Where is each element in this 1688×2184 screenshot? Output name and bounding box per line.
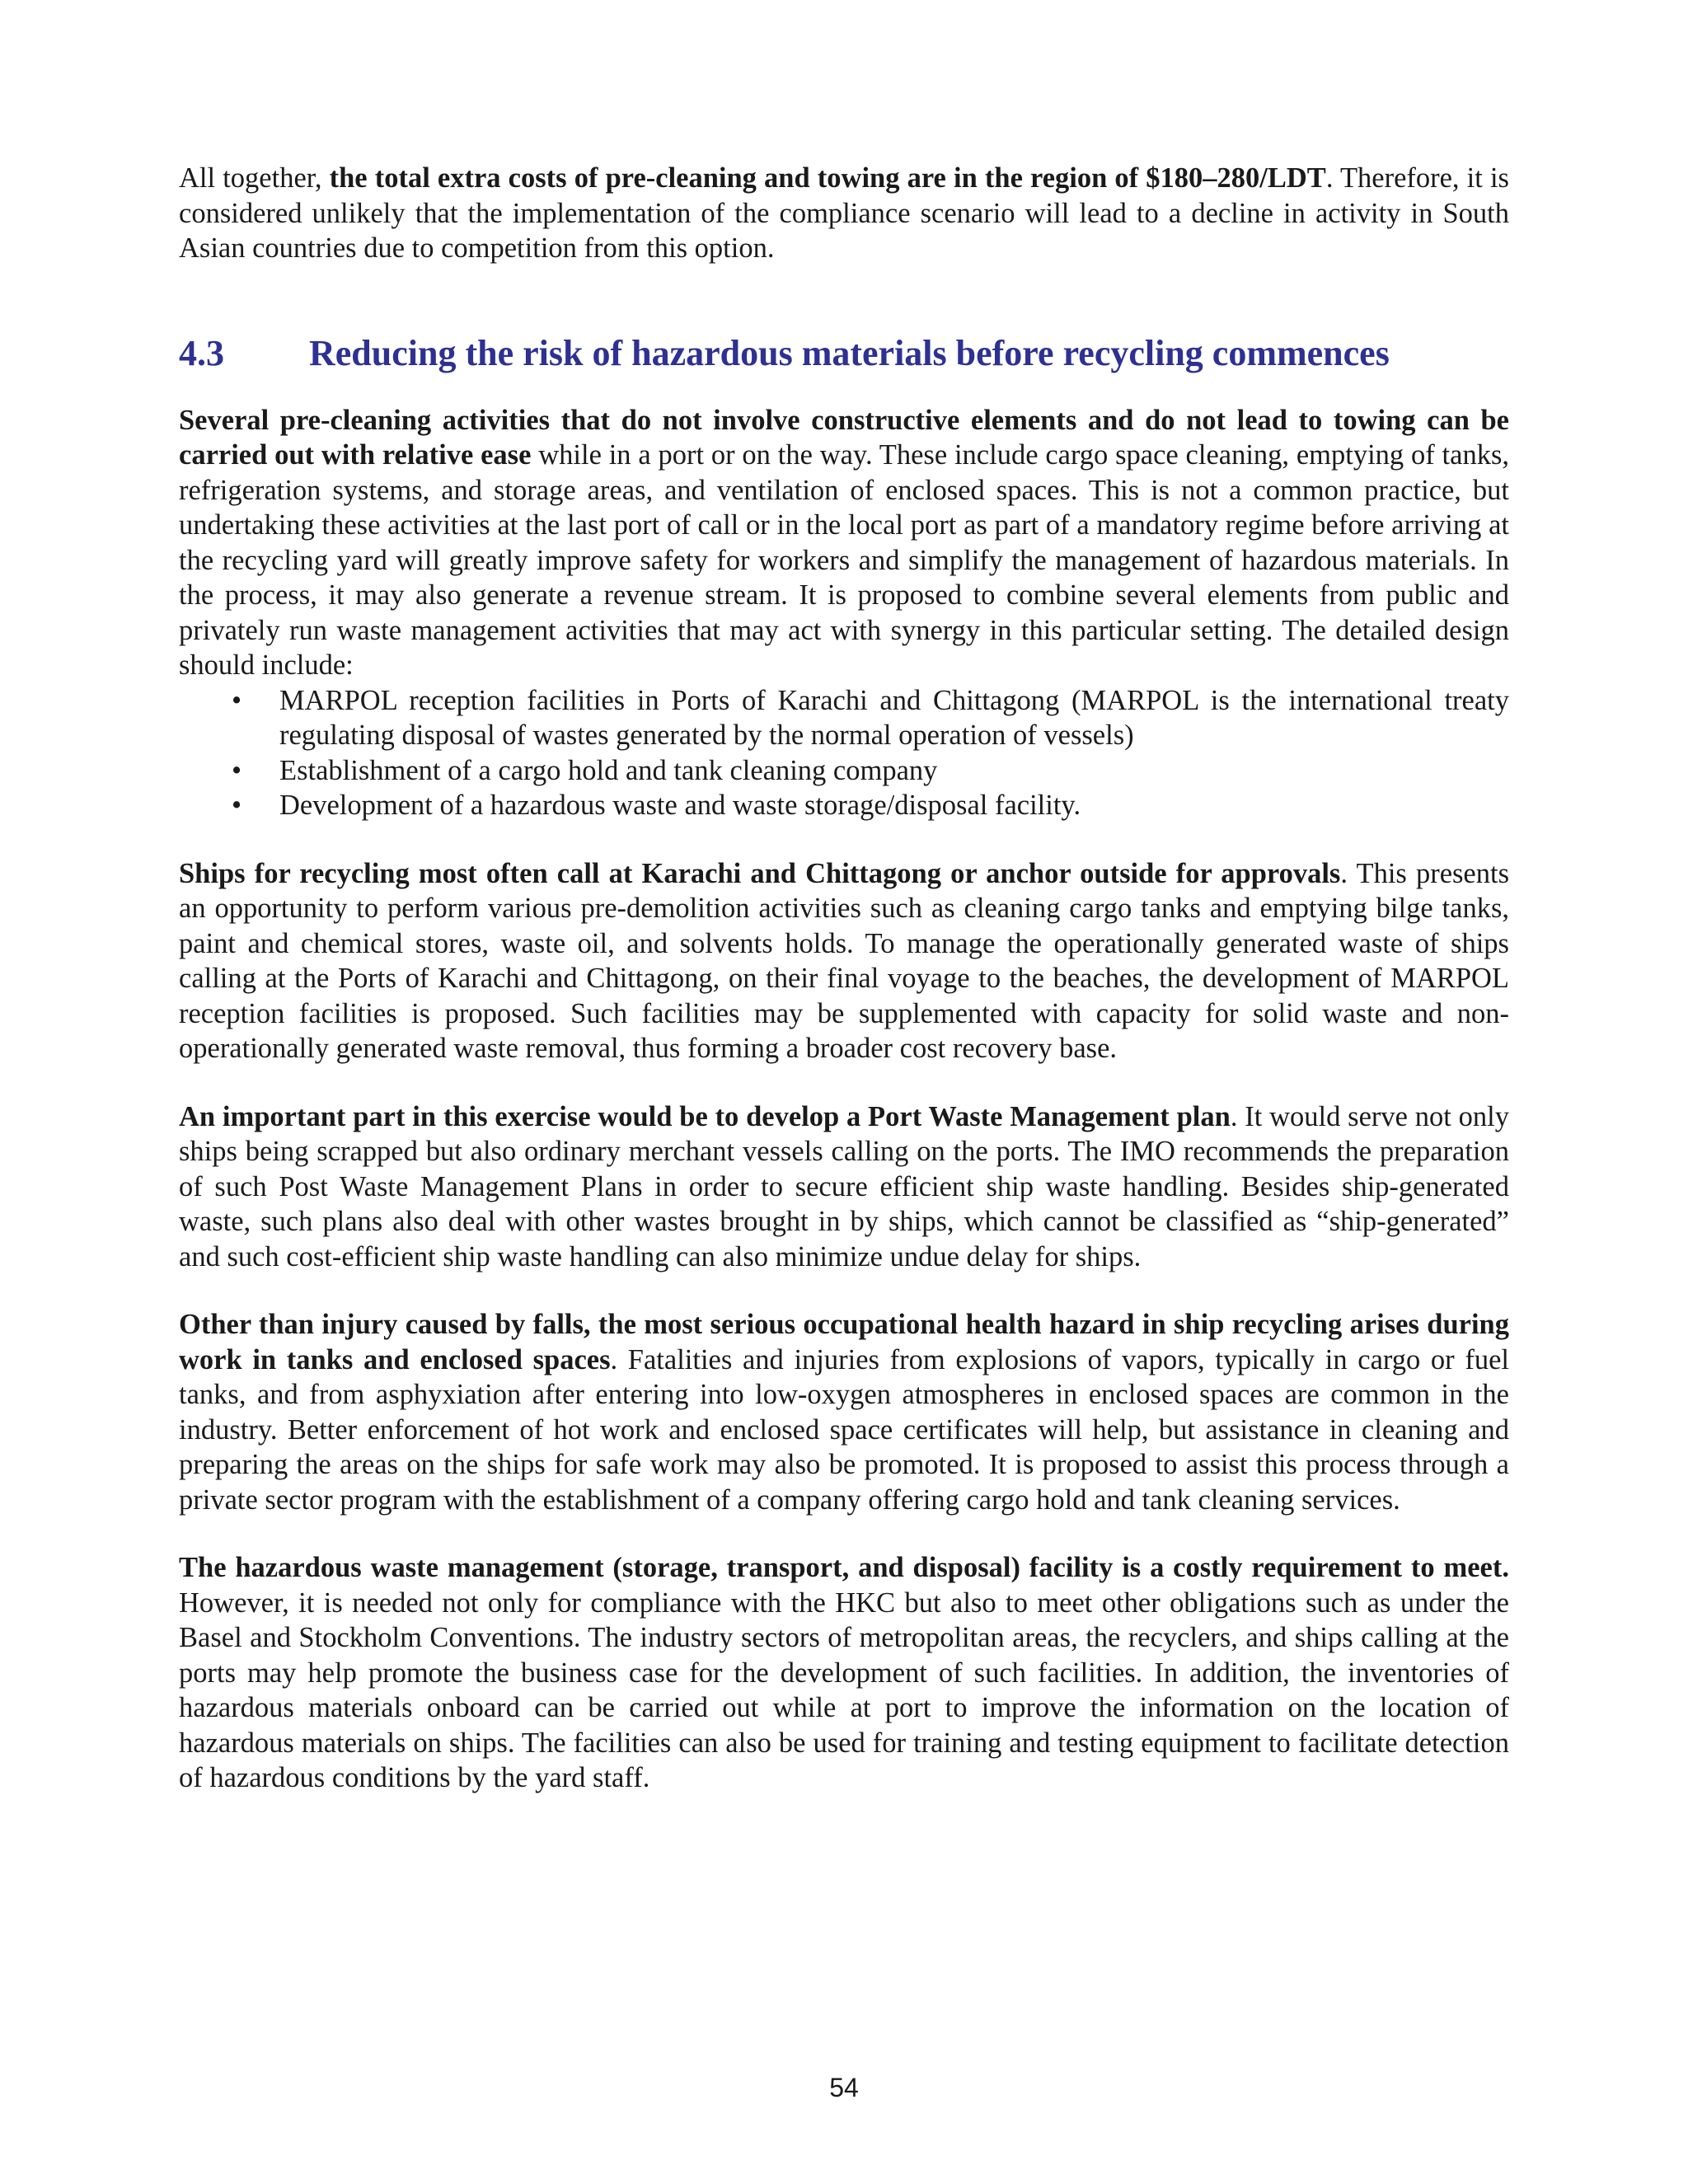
paragraph-pre-cleaning-rest: while in a port or on the way. These include cargo space cleaning, emptying of tanks, refrigeration systems, and storage areas, and ventilation of enclosed spaces. This is not a common practice, but undertaking these activities at the last port of call or in the local port as part of a mandatory regime before arriving at the recycling yard will greatly improve safety for workers and simplify the management of hazardous materials. In the process, it may also generate a revenue stream. It is proposed to combine several elements from public and privately run waste management activities that may act with synergy in this particular setting. The detailed design should include: — [179, 439, 1509, 681]
design-elements-list — [179, 683, 1509, 823]
intro-paragraph — [179, 161, 1509, 266]
paragraph-pre-cleaning — [179, 403, 1509, 683]
list-item: • MARPOL reception facilities in Ports of Karachi and Chittagong (MARPOL is the international treaty regulating disposal of wastes generated by the normal operation of vessels) — [179, 683, 1509, 753]
document-page — [179, 161, 1509, 1796]
section-title: Reducing the risk of hazardous materials before recycling commences — [309, 332, 1390, 373]
section-number: 4.3 — [179, 332, 224, 373]
paragraph-hazardous-facility — [179, 1550, 1509, 1796]
list-item: • Establishment of a cargo hold and tank cleaning company — [179, 753, 1509, 789]
paragraph-pre-cleaning-bold: Several pre-cleaning activities that do not involve constructive elements and do not lead to towing can be carried out with relative ease — [179, 404, 1509, 471]
paragraph-hazardous-facility-rest: However, it is needed not only for compliance with the HKC but also to meet other obligations such as under the Basel and Stockholm Conventions. The industry sectors of metropolitan areas, the recyclers, and ships calling at the ports may help promote the business case for the development of such facilities. In addition, the inventories of hazardous materials onboard can be carried out while at port to improve the information on the location of hazardous materials on ships. The facilities can also be used for training and testing equipment to facilitate detection of hazardous conditions by the yard staff. — [179, 1586, 1509, 1793]
paragraph-port-waste-plan-bold: An important part in this exercise would be to develop a Port Waste Management plan — [179, 1100, 1231, 1132]
paragraph-occupational-hazard-rest: . Fatalities and injuries from explosions of vapors, typically in cargo or fuel tanks, and from asphyxiation after entering into low-oxygen atmospheres in enclosed spaces are common in the industry. Better enforcement of hot work and enclosed space certificates will help, but assistance in cleaning and preparing the areas on the ships for safe work may also be promoted. It is proposed to assist this process through a private sector program with the establishment of a company offering cargo hold and tank cleaning services. — [179, 1343, 1509, 1516]
section-heading — [179, 330, 1509, 377]
list-item: • Development of a hazardous waste and waste storage/disposal facility. — [179, 788, 1509, 823]
intro-bold: the total extra costs of pre-cleaning and towing are in the region of $180–280/LDT — [329, 162, 1326, 194]
paragraph-ships-recycling — [179, 856, 1509, 1066]
paragraph-ships-recycling-rest: . This presents an opportunity to perform various pre-demolition activities such as cleaning cargo tanks and emptying bilge tanks, paint and chemical stores, waste oil, and solvents holds. To manage the operationally generated waste of ships calling at the Ports of Karachi and Chittagong, on their final voyage to the beaches, the development of MARPOL reception facilities is proposed. Such facilities may be supplemented with capacity for solid waste and non-operationally generated waste removal, thus forming a broader cost recovery base. — [179, 857, 1510, 1064]
page-number: 54 — [829, 2073, 859, 2102]
paragraph-port-waste-plan-rest: . It would serve not only ships being scrapped but also ordinary merchant vessels calling on the ports. The IMO recommends the preparation of such Post Waste Management Plans in order to secure efficient ship waste handling. Besides ship-generated waste, such plans also deal with other wastes brought in by ships, which cannot be classified as “ship-generated” and such cost-efficient ship waste handling can also minimize undue delay for ships. — [179, 1100, 1510, 1272]
intro-lead: All together, — [179, 162, 330, 194]
paragraph-occupational-hazard — [179, 1307, 1509, 1517]
paragraph-port-waste-plan — [179, 1099, 1509, 1275]
intro-rest: . Therefore, it is considered unlikely that the implementation of the compliance scenario will lead to a decline in activity in South Asian countries due to competition from this option. — [179, 162, 1509, 264]
paragraph-ships-recycling-bold: Ships for recycling most often call at Karachi and Chittagong or anchor outside for approvals — [179, 857, 1341, 889]
paragraph-hazardous-facility-bold: The hazardous waste management (storage, transport, and disposal) facility is a costly requirement to meet. — [179, 1552, 1509, 1583]
paragraph-occupational-hazard-bold: Other than injury caused by falls, the most serious occupational health hazard in ship recycling arises during work in tanks and enclosed spaces — [179, 1309, 1509, 1376]
